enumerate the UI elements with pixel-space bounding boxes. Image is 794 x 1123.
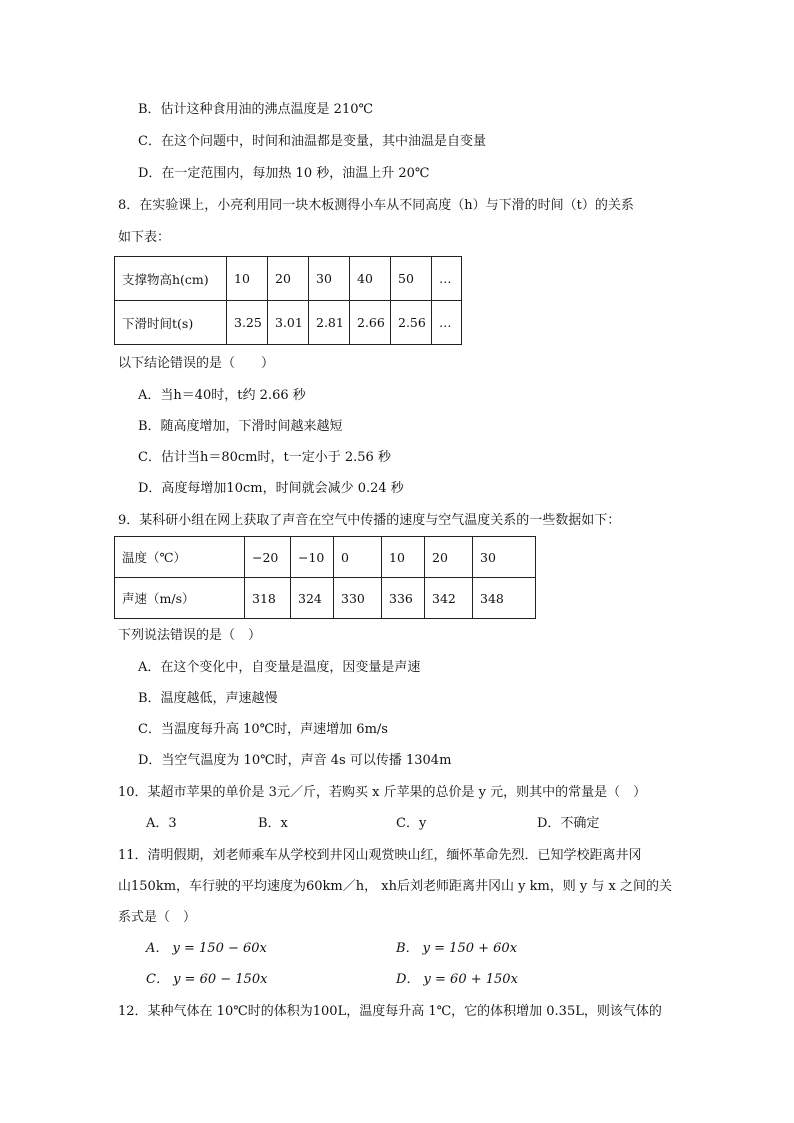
q11-option-c: C． y = 60 − 150x [146, 972, 268, 987]
table-row [115, 578, 536, 619]
q10-stem: 10．某超市苹果的单价是 3元／斤，若购买 x 斤苹果的总价是 y 元，则其中的常量是（ ） [118, 785, 647, 800]
table-cell: 40 [350, 257, 391, 301]
q8-option-b: B．随高度增加，下滑时间越来越短 [138, 419, 343, 434]
q11-stem-line3: 系式是（ ） [118, 910, 197, 925]
table-cell: 2.81 [309, 301, 350, 345]
table-cell: 30 [309, 257, 350, 301]
q8-option-a: A．当h＝40时，t约 2.66 秒 [138, 388, 306, 403]
table-cell: 336 [382, 578, 425, 619]
table-cell: 330 [334, 578, 382, 619]
q9-table [114, 536, 536, 619]
q8-stem-line1: 8．在实验课上，小亮利用同一块木板测得小车从不同高度（h）与下滑的时间（t）的关系 [118, 198, 634, 213]
q7-option-b: B．估计这种食用油的沸点温度是 210℃ [138, 102, 374, 117]
q9-option-a: A．在这个变化中，自变量是温度，因变量是声速 [138, 660, 421, 675]
q9-option-c: C．当温度每升高 10℃时，声速增加 6m/s [138, 722, 388, 737]
table-cell: 3.01 [268, 301, 309, 345]
q10-option-c: C．y [396, 816, 427, 831]
table-cell: 温度（℃） [115, 537, 245, 578]
table-cell: 下滑时间t(s) [115, 301, 227, 345]
q8-table [114, 256, 462, 345]
q9-stem: 9．某科研小组在网上获取了声音在空气中传播的速度与空气温度关系的一些数据如下： [118, 513, 621, 528]
table-cell: 318 [245, 578, 291, 619]
q11-stem-line1: 11．清明假期，刘老师乘车从学校到井冈山观赏映山红，缅怀革命先烈．已知学校距离井冈 [118, 848, 642, 863]
table-cell: 324 [291, 578, 334, 619]
table-cell: 声速（m/s） [115, 578, 245, 619]
q12-stem: 12．某种气体在 10℃时的体积为100L，温度每升高 1℃，它的体积增加 0.35L，则该气体的 [118, 1004, 662, 1019]
q9-option-d: D．当空气温度为 10℃时，声音 4s 可以传播 1304m [138, 753, 452, 768]
q7-option-c: C．在这个问题中，时间和油温都是变量，其中油温是自变量 [138, 134, 486, 149]
table-cell: 10 [227, 257, 268, 301]
q10-option-a: A．3 [146, 816, 177, 831]
table-cell: −10 [291, 537, 334, 578]
table-cell: 0 [334, 537, 382, 578]
q8-option-c: C．估计当h＝80cm时，t一定小于 2.56 秒 [138, 450, 391, 465]
q10-option-d: D．不确定 [537, 816, 600, 831]
q7-option-d: D．在一定范围内，每加热 10 秒，油温上升 20℃ [138, 166, 430, 181]
table-cell: … [432, 257, 462, 301]
table-cell: 20 [268, 257, 309, 301]
table-cell: 10 [382, 537, 425, 578]
table-cell: 2.66 [350, 301, 391, 345]
table-cell: −20 [245, 537, 291, 578]
table-cell: 50 [391, 257, 432, 301]
q11-option-a: A． y = 150 − 60x [146, 941, 267, 956]
table-cell: 支撑物高h(cm) [115, 257, 227, 301]
table-cell: 3.25 [227, 301, 268, 345]
table-cell: 20 [425, 537, 473, 578]
q9-prompt: 下列说法错误的是（ ） [118, 628, 262, 643]
q11-option-d: D． y = 60 + 150x [396, 972, 518, 987]
table-cell: 348 [473, 578, 536, 619]
table-cell: 342 [425, 578, 473, 619]
q8-stem-line2: 如下表： [118, 230, 171, 245]
q10-option-b: B．x [258, 816, 288, 831]
q8-prompt: 以下结论错误的是（ ） [118, 356, 275, 371]
q8-option-d: D．高度每增加10cm，时间就会减少 0.24 秒 [138, 481, 404, 496]
table-row [115, 301, 462, 345]
table-cell: 2.56 [391, 301, 432, 345]
table-row [115, 257, 462, 301]
q11-option-b: B． y = 150 + 60x [396, 941, 518, 956]
table-cell: 30 [473, 537, 536, 578]
q9-option-b: B．温度越低，声速越慢 [138, 691, 278, 706]
q11-stem-line2: 山150km，车行驶的平均速度为60km／h， xh后刘老师距离井冈山 y km，则 y 与 x 之间的关 [118, 879, 672, 894]
table-cell: … [432, 301, 462, 345]
table-row [115, 537, 536, 578]
